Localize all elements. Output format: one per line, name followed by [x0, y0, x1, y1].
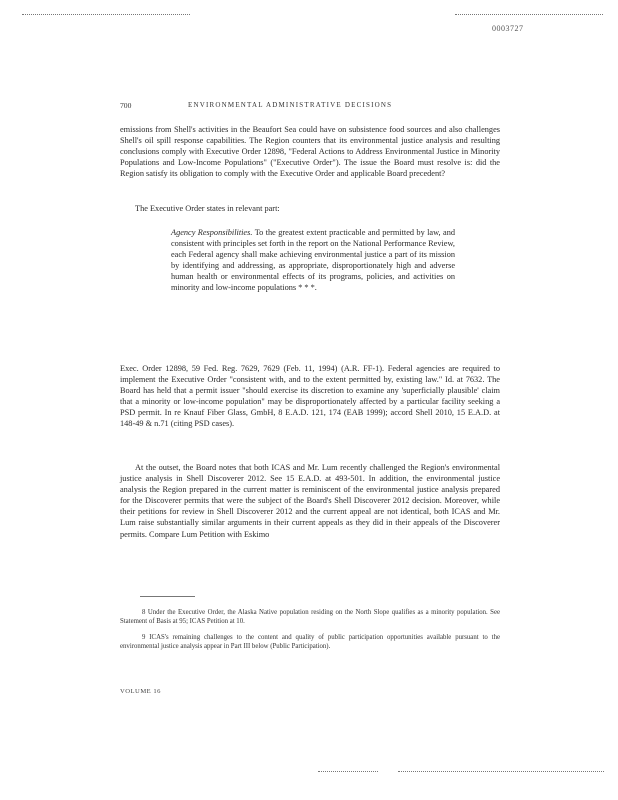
footnote-9 — [120, 633, 500, 651]
paragraph-text: emissions from Shell's activities in the Beaufort Sea could have on subsistence food sources and also challenges Shell's oil spill response capabilities. The Region counters that its environmental justice analysis and resulting conclusions comply with Executive Order 12898, "Federal Actions to Address Environmental Justice in Minority Populations and Low-Income Populations" ("Executive Order"). The issue the Board must resolve is: did the Region satisfy its obligation to comply with the Executive Order and applicable Board precedent? — [120, 125, 500, 179]
document-id: 0003727 — [492, 24, 524, 33]
quote-text — [171, 227, 455, 294]
quote-body: To the greatest extent practicable and permitted by law, and consistent with principles set forth in the report on the National Performance Review, each Federal agency shall make achieving environmental justice a part of its mission by identifying and addressing, as appropriate, disproportionately high and adverse human health or environmental effects of its programs, policies, and activities on minority and low-income populations * * *. — [171, 228, 456, 293]
bottom-dotted-rule-left — [318, 771, 378, 772]
running-title: ENVIRONMENTAL ADMINISTRATIVE DECISIONS — [188, 101, 393, 109]
paragraph-text: At the outset, the Board notes that both ICAS and Mr. Lum recently challenged the Region's environmental justice analysis in Shell Discoverer 2012. See 15 E.A.D. at 493-501. In addition, the environmental justice analysis the Region prepared in the current matter is reminiscent of the environmental justice analysis prepared for the Discoverer permits that were the subject of the Board's Shell Discoverer 2012 decision. Moreover, while their petitions for review in Shell Discoverer 2012 and the current appeal are not identical, both ICAS and Mr. Lum raise substantially similar arguments in their current appeals as they did in their appeals of the Discoverer permits. Compare Lum Petition with Eskimo — [120, 463, 500, 539]
body-paragraph-2 — [120, 203, 500, 214]
volume-footer: VOLUME 16 — [120, 688, 161, 695]
paragraph-text: The Executive Order states in relevant part: — [135, 204, 280, 213]
paragraph-text: Exec. Order 12898, 59 Fed. Reg. 7629, 7629 (Feb. 11, 1994) (A.R. FF-1). Federal agencies are required to implement the Executive Order "consistent with, and to the extent permitted by, existing law." Id. at 7632. The Board has held that a permit issuer "should exercise its discretion to examine any 'superficially plausible' claim that a minority or low-income population" may be disproportionately affected by a particular facility seeking a PSD permit. In re Knauf Fiber Glass, GmbH, 8 E.A.D. 121, 174 (EAB 1999); accord Shell 2010, 15 E.A.D. at 148-49 & n.71 (citing PSD cases). — [120, 364, 500, 429]
body-paragraph-4 — [120, 462, 500, 540]
top-left-dotted-rule — [22, 14, 190, 15]
quote-lead: Agency Responsibilities. — [171, 228, 253, 237]
footnote-8 — [120, 608, 500, 626]
body-paragraph-1 — [120, 124, 500, 179]
page-number: 700 — [120, 101, 132, 110]
top-right-dotted-rule — [455, 14, 603, 15]
footnote-text: 9 ICAS's remaining challenges to the content and quality of public participation opportunities available pursuant to the environmental justice analysis appear in Part III below (Public Participation). — [120, 634, 500, 650]
bottom-dotted-rule-right — [398, 771, 604, 772]
footnote-text: 8 Under the Executive Order, the Alaska Native population residing on the North Slope qualifies as a minority population. See Statement of Basis at 95; ICAS Petition at 10. — [120, 609, 500, 625]
body-paragraph-3 — [120, 363, 500, 430]
block-quote — [171, 227, 455, 294]
footnote-separator — [140, 596, 195, 597]
